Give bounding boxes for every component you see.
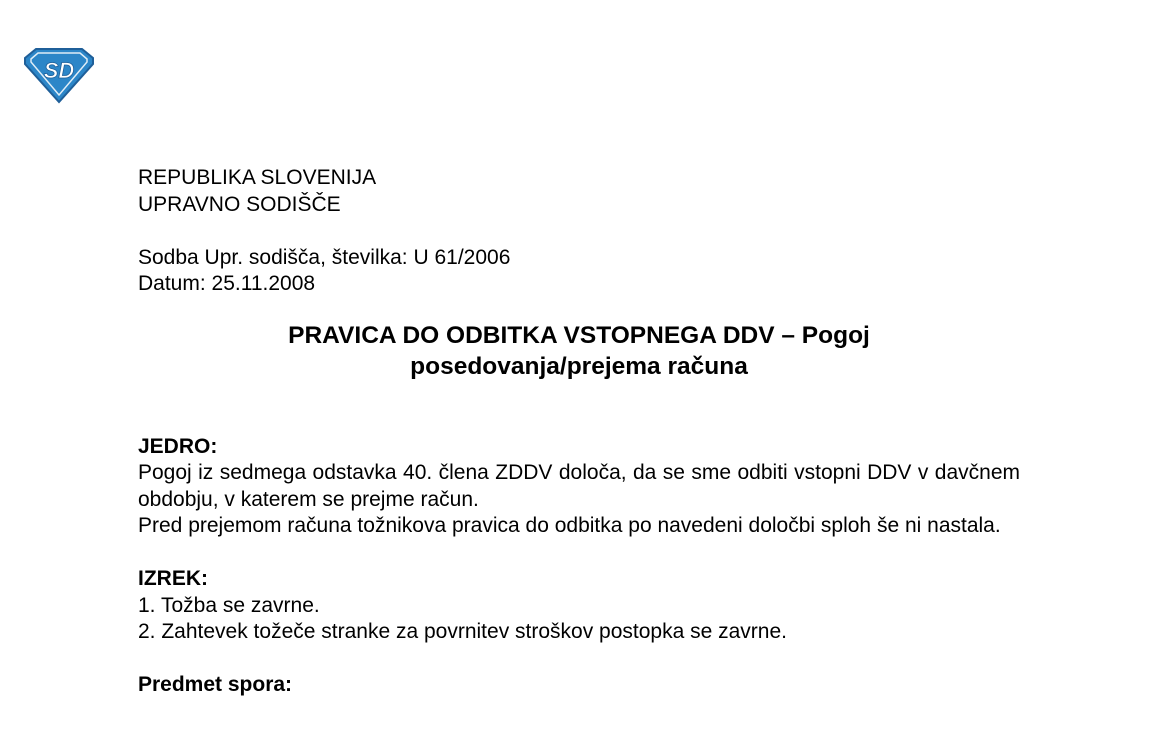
sd-shield-logo-icon [22,46,96,104]
jedro-section [138,434,1020,540]
document-body [138,165,1020,699]
title-line-2: posedovanja/prejema računa [410,352,748,380]
jedro-paragraph-1: Pogoj iz sedmega odstavka 40. člena ZDDV določa, da se sme odbiti vstopni DDV v davčnem obdobju, v katerem se prejme račun. [138,461,1020,511]
izrek-heading: IZREK: [138,567,208,590]
document-title [138,320,1020,382]
jedro-heading: JEDRO: [138,434,218,458]
judgment-date: Datum: 25.11.2008 [138,272,316,295]
izrek-item-2: 2. Zahtevek tožeče stranke za povrnitev stroškov postopka se zavrne. [138,620,787,643]
case-reference: Sodba Upr. sodišča, številka: U 61/2006 [138,245,511,269]
logo-letters: SD [43,58,75,83]
court-name: UPRAVNO SODIŠČE [138,192,341,216]
country-name: REPUBLIKA SLOVENIJA [138,166,377,189]
predmet-section [138,672,1020,699]
predmet-heading: Predmet spora: [138,673,293,696]
jedro-paragraph-2: Pred prejemom računa tožnikova pravica do odbitka po navedeni določbi sploh še ni nastala. [138,514,1001,537]
title-line-1: PRAVICA DO ODBITKA VSTOPNEGA DDV – Pogoj [288,321,870,349]
izrek-item-1: 1. Tožba se zavrne. [138,593,320,617]
izrek-section [138,566,1020,646]
